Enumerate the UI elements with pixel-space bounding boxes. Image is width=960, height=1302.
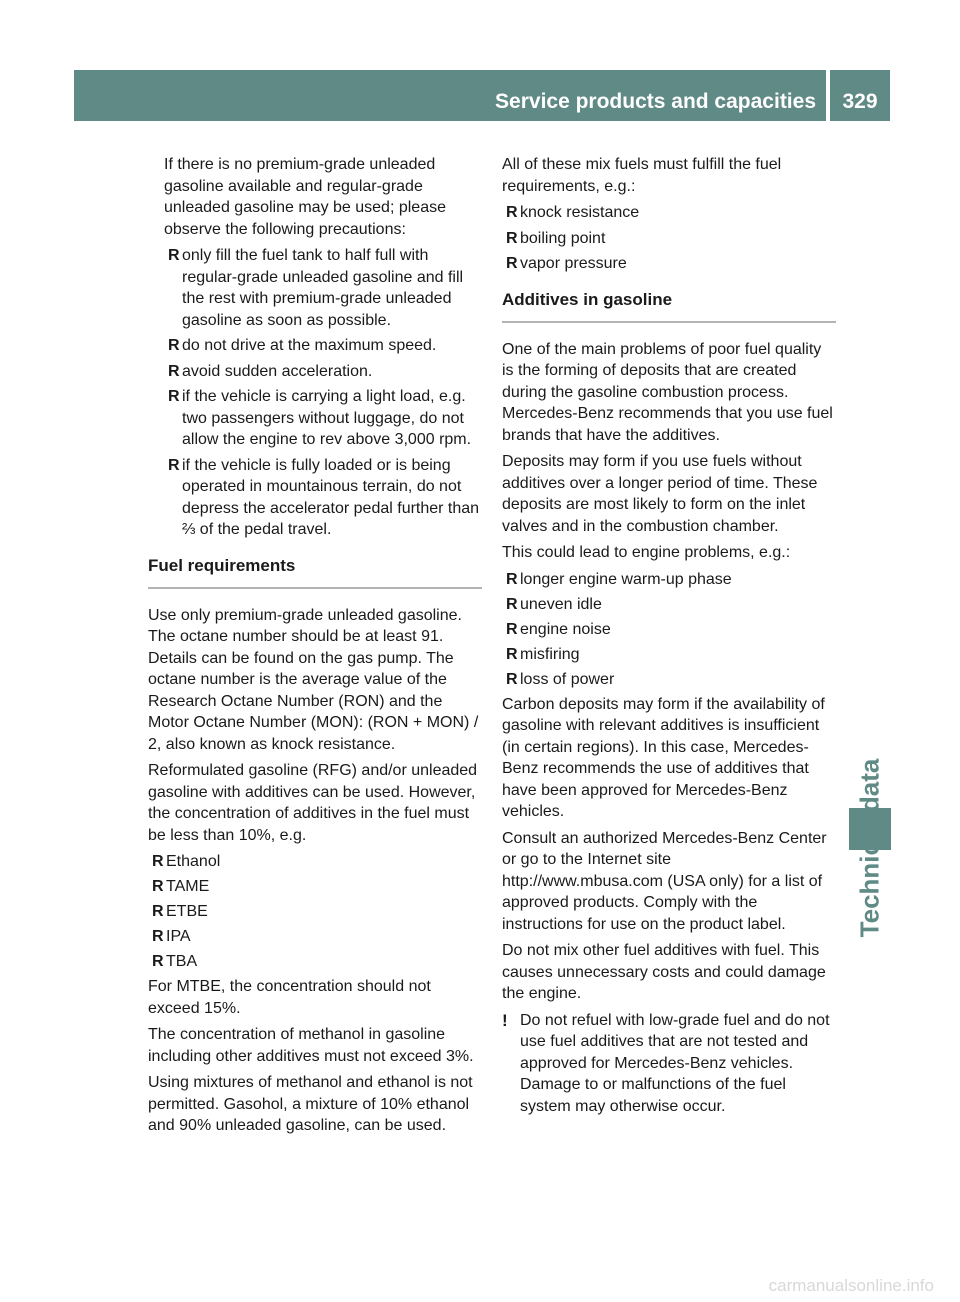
problems-list (502, 569, 836, 691)
bullet-icon: R (506, 620, 518, 638)
list-item: R if the vehicle is carrying a light load, e.g. two passengers without luggage, do not allow the engine to rev above 3,000 rpm. (168, 388, 472, 448)
page-number: 329 (842, 90, 878, 113)
section-title: Service products and capacities (495, 90, 816, 113)
paragraph: This could lead to engine problems, e.g.: (502, 544, 791, 561)
list-item: R engine noise (502, 619, 836, 641)
list-item: R ETBE (148, 901, 482, 923)
bullet-icon: R (506, 645, 518, 663)
intro-paragraph: If there is no premium-grade unleaded gasoline available and regular-grade unleaded gasoline may be used; please observe the following precautions: (164, 156, 446, 238)
bullet-icon: R (168, 456, 180, 474)
bullet-icon: R (506, 570, 518, 588)
footer-watermark: carmanualsonline.info (768, 1276, 934, 1295)
right-column (502, 154, 836, 1117)
paragraph: The concentration of methanol in gasoline including other additives must not exceed 3%. (148, 1026, 474, 1065)
bullet-icon: R (506, 204, 518, 221)
paragraph: Carbon deposits may form if the availability of gasoline with relevant additives is insufficient (in certain regions). In this case, Mercedes-Benz recommends the use of additives that have been approved for Mercedes-Benz vehicles. (502, 695, 825, 820)
bullet-icon: R (152, 953, 164, 970)
list-item: R avoid sudden acceleration. (164, 361, 482, 383)
bullet-icon: R (152, 928, 164, 945)
list-item: R knock resistance (502, 202, 836, 224)
list-item: R loss of power (502, 669, 836, 691)
additives-list (148, 851, 482, 973)
paragraph: One of the main problems of poor fuel quality is the forming of deposits that are created during the gasoline combustion process. Mercedes-Benz recommends that you use fuel brands that have the additives. (502, 340, 833, 444)
bullet-icon: R (506, 595, 518, 613)
warning-note (502, 1010, 836, 1118)
bullet-icon: R (152, 853, 164, 870)
paragraph: Deposits may form if you use fuels without additives over a longer period of time. These deposits are most likely to form on the inlet valves and in the combustion chamber. (502, 453, 818, 535)
paragraph: Use only premium-grade unleaded gasoline. The octane number should be at least 91. Details can be found on the gas pump. The octane number is the average value of the Research Octane Number (RON) and the Motor Octane Number (MON): (RON + MON) / 2, also known as knock resistance. (148, 606, 479, 753)
bullet-icon: R (506, 229, 518, 247)
bullet-icon: R (152, 903, 164, 920)
header-bar (74, 70, 890, 121)
bullet-icon: R (168, 337, 180, 354)
list-item: R TBA (148, 951, 482, 973)
list-item: R if the vehicle is fully loaded or is being operated in mountainous terrain, do not depress the accelerator pedal further than ⅔ of the pedal travel. (168, 456, 480, 538)
bullet-icon: R (152, 878, 164, 895)
requirements-list (502, 202, 836, 275)
list-item: R Ethanol (148, 851, 482, 873)
paragraph: For MTBE, the concentration should not exceed 15%. (148, 978, 431, 1017)
heading-fuel-requirements: Fuel requirements (148, 555, 482, 589)
left-column (148, 154, 482, 1142)
list-item: R boiling point (502, 228, 836, 250)
paragraph: All of these mix fuels must fulfill the fuel requirements, e.g.: (502, 156, 782, 195)
list-item: R longer engine warm-up phase (502, 569, 836, 591)
list-item: R misfiring (502, 644, 836, 666)
bullet-icon: R (168, 247, 180, 264)
heading-additives-in-gasoline: Additives in gasoline (502, 289, 836, 323)
side-tab-marker (849, 808, 891, 850)
warning-text: Do not refuel with low-grade fuel and do not use fuel additives that are not tested and approved for Mercedes-Benz vehicles. Damage to or malfunctions of the fuel system may otherwise occur. (520, 1011, 830, 1115)
bullet-icon: R (168, 388, 180, 405)
paragraph: Reformulated gasoline (RFG) and/or unleaded gasoline with additives can be used. However, the concentration of additives in the fuel must be less than 10%, e.g. (148, 762, 478, 844)
bullet-icon: R (506, 255, 518, 272)
paragraph: Consult an authorized Mercedes-Benz Center or go to the Internet site http://www.mbusa.com (USA only) for a list of approved products. Comply with the instructions for use on the product label. (502, 829, 827, 933)
list-item: R IPA (148, 926, 482, 948)
list-item: R only fill the fuel tank to half full with regular-grade unleaded gasoline and fill the rest with premium-grade unleaded gasoline as soon as possible. (168, 247, 464, 329)
list-item: R do not drive at the maximum speed. (164, 335, 482, 357)
list-item: R vapor pressure (502, 253, 836, 275)
list-item: R TAME (148, 876, 482, 898)
paragraph: Using mixtures of methanol and ethanol is not permitted. Gasohol, a mixture of 10% ethanol and 90% unleaded gasoline, can be used. (148, 1074, 473, 1134)
bullet-icon: R (168, 362, 180, 380)
precautions-list (148, 245, 482, 541)
paragraph: Do not mix other fuel additives with fuel. This causes unnecessary costs and could damage the engine. (502, 942, 826, 1002)
side-tab (849, 128, 891, 1170)
list-item: R uneven idle (502, 594, 836, 616)
bullet-icon: R (506, 670, 518, 688)
warning-icon: ! (502, 1010, 508, 1030)
